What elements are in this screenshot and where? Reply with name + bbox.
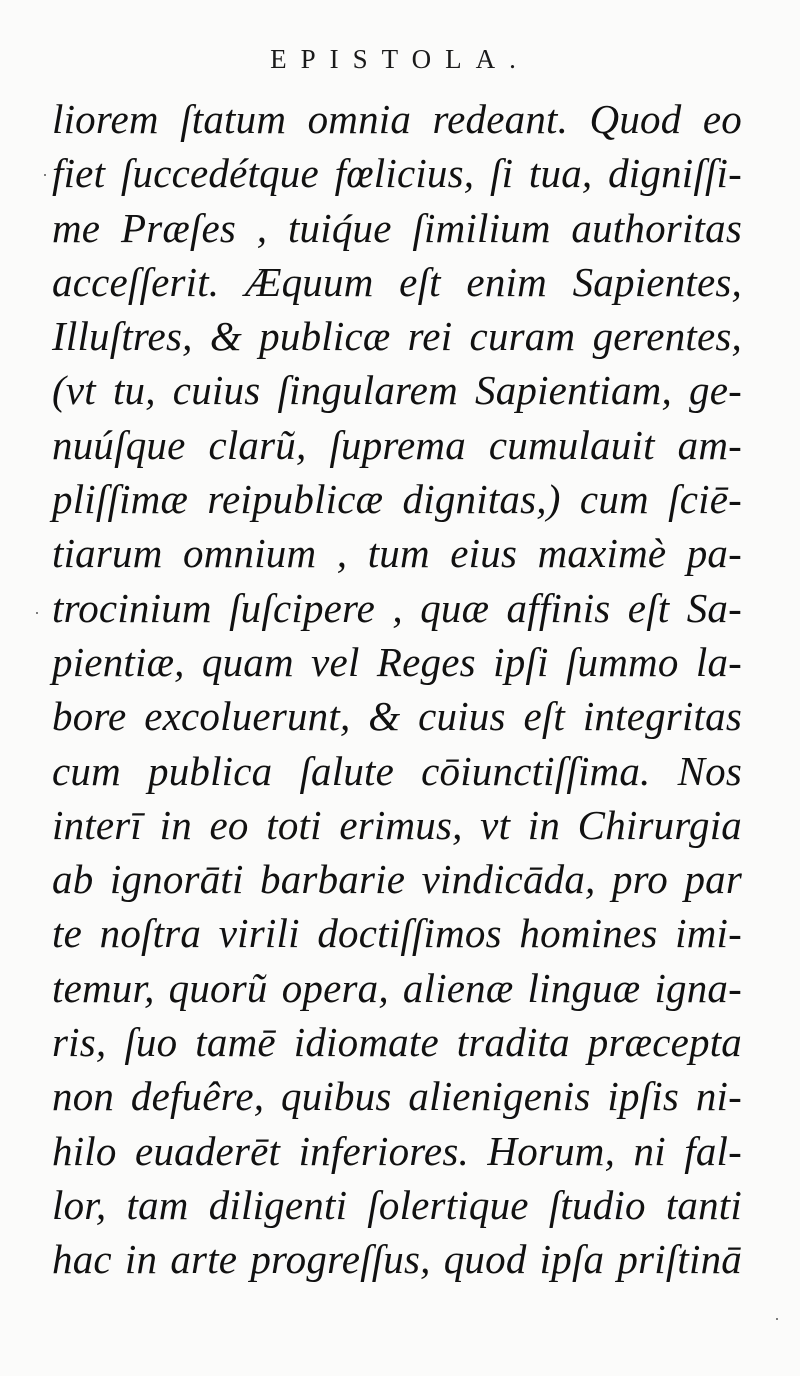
text-line: non defuêre, quibus alienigenis ipſis ni- (52, 1073, 742, 1120)
text-line: tiarum omnium , tum eius maximè pa- (52, 530, 742, 577)
text-line: nuúſque clarũ, ſuprema cumulauit am- (52, 421, 742, 468)
text-line: trocinium ſuſcipere , quæ affinis eſt Sa- (52, 584, 742, 631)
text-line: bore excoluerunt, & cuius eſt integritas (52, 693, 742, 740)
text-line: Illuſtres, & publicæ rei curam gerentes, (52, 313, 742, 360)
text-line: fiet ſuccedétque fœlicius, ſi tua, digniſſi- (52, 150, 742, 197)
text-line: ris, ſuo tamē idiomate tradita præcepta (52, 1019, 742, 1066)
text-line: pientiæ, quam vel Reges ipſi ſummo la- (52, 638, 742, 685)
print-speck (36, 612, 38, 614)
text-line: cum publica ſalute cōiunctiſſima. Nos (52, 747, 742, 794)
text-line: me Præſes , tuiq́ue ſimilium authoritas (52, 204, 742, 251)
text-line: (vt tu, cuius ſingularem Sapientiam, ge- (52, 367, 742, 414)
body-text (52, 92, 742, 1287)
text-line: interī in eo toti erimus, vt in Chirurgia (52, 801, 742, 848)
text-line: liorem ſtatum omnia redeant. Quod eo (52, 96, 742, 142)
print-speck (776, 1318, 778, 1320)
text-line: hilo euaderēt inferiores. Horum, ni fal- (52, 1127, 742, 1174)
text-line: ab ignorāti barbarie vindicāda, pro par (52, 856, 742, 903)
print-speck (44, 174, 46, 176)
text-line: acceſſerit. Æquum eſt enim Sapientes, (52, 258, 742, 305)
text-line: hac in arte progreſſus, quod ipſa priſtinā (52, 1236, 742, 1283)
running-head: EPISTOLA. (270, 44, 530, 74)
text-line: pliſſimæ reipublicæ dignitas,) cum ſciē- (52, 476, 742, 523)
text-line: te noſtra virili doctiſſimos homines imi- (52, 910, 742, 957)
text-line: temur, quorũ opera, alienæ linguæ igna- (52, 964, 742, 1011)
text-line: lor, tam diligenti ſolertique ſtudio tanti (52, 1181, 742, 1228)
